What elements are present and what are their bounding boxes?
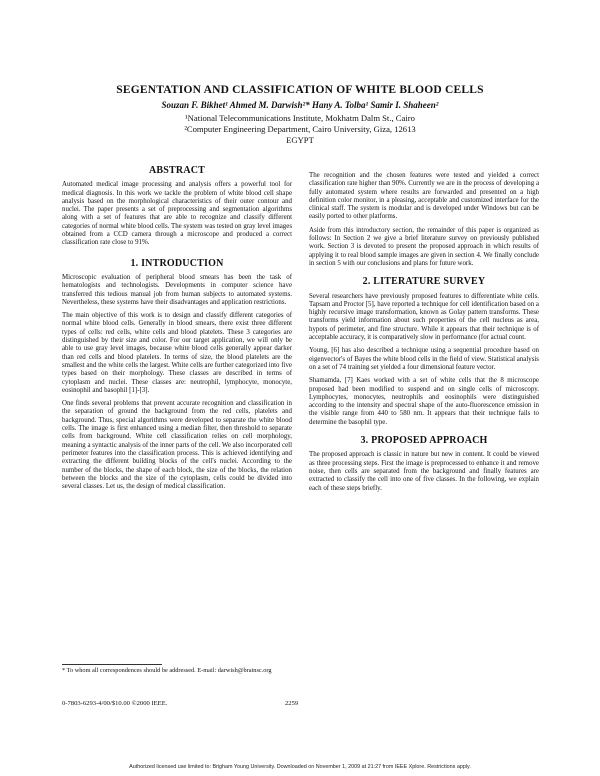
- affiliation-1: ¹National Telecommunications Institute, Mokhatm Dalm St., Cairo: [185, 113, 415, 123]
- license-banner: Authorized licensed use limited to: Brigham Young University. Downloaded on November 1, 2009 at 21:27 from IEEE Xplore. Restrictions apply.: [129, 764, 471, 770]
- survey-paragraph: Several researchers have previously proposed features to differentiate white cells. Tapsam and Proctor [5], have reported a technique for cell identification based on a highly recursive image transformation, known as Golay pattern transforms. These transforms yield information about such properties of the cell nucleus as area, hypots of perimeter, and fine structure. While it appears that their technique is of acceptable accuracy, it is comparatively slow in performance (for actual count.: [309, 292, 539, 342]
- survey-paragraph: Shamamda, [7] Kaes worked with a set of white cells that the 8 microscope proposed had been modified to suspend and on single cells of microscopy. Lymphocytes, monocytes, neutrophils and eosinophils were distinguished according to the intensity and spectral shape of the auto-fluorescence emission in the visible range from 440 to 580 nm. It appears that their technique fails to determine the basophil type.: [309, 377, 539, 426]
- intro-continued-paragraph: Aside from this introductory section, the remainder of this paper is organized as follows: In Section 2 we give a brief literature survey on previously published work. Section 3 is devoted to present the proposed approach in which results of applying it to real blood sample images are given in section 4. We finally conclude in section 5 with our conclusions and plans for future work.: [309, 226, 539, 267]
- copyright-line: 0-7803-6293-4/00/$10.00 ©2000 IEEE.: [62, 700, 168, 707]
- footnote: * To whom all correspondences should be addressed. E-mail: darwish@brainsc.org: [62, 667, 272, 674]
- literature-survey-heading: 2. LITERATURE SURVEY: [362, 276, 486, 288]
- intro-paragraph: One finds several problems that prevent accurate recognition and classification in the separation of ground the background from the red cells, platelets and background. Thus, special algorithms were developed to separate the white blood cells. The image is first enhanced using a median filter, then threshold to separate cells from background. White cell classification relies on cell morphology, meaning a syntactic analysis of the inner parts of the cell. We also incorporated cell perimeter features into the classification process. This is achieved identifying and extracting the different building blocks of the cell's nuclei. According to the number of the blocks, the shape of each block, the size of the blocks, the relation between the blocks and the size of the cytoplasm, cells could be divided into several classes. Let us, the design of medical classification.: [62, 400, 292, 491]
- affiliation-2: ²Computer Engineering Department, Cairo University, Giza, 12613: [184, 124, 416, 134]
- author-list: Souzan F. Bikhet¹ Ahmed M. Darwish²* Hany A. Tolba¹ Samir I. Shaheen²: [161, 100, 439, 110]
- paper-title: SEGENTATION AND CLASSIFICATION OF WHITE BLOOD CELLS: [116, 84, 484, 96]
- page-number: 2259: [285, 700, 299, 707]
- left-column: [62, 167, 292, 496]
- survey-paragraph: Young, [6] has also described a technique using a sequential procedure based on eigenvector's of Bayes the white blood cells in the field of view. Statistical analysis on a set of 74 training set yielded a four dimensional feature vector.: [309, 347, 539, 371]
- right-column: [309, 172, 539, 498]
- abstract-heading: ABSTRACT: [148, 165, 206, 176]
- intro-paragraph: The main objective of this work is to design and classify different categories of normal white blood cells. Generally in blood smears, there exist three different types of cells: red cells, white cells and blood platelets. These 3 categories are distinguished by their size and color. For our target application, we will only be able to use gray level images, because white blood cells generally appear darker than red cells and blood platelets. In terms of size, the blood platelets are the smallest and the white cells the largest. White cells are further categorized into five types based on their morphology. These classes are described in terms of cytoplasm and nuclei. These classes are: neutrophil, lymphocyte, monocyte, eosinophil and basophil [1]-[3].: [62, 312, 292, 394]
- introduction-heading: 1. INTRODUCTION: [130, 257, 224, 269]
- approach-paragraph: The proposed approach is classic in nature but new in content. It could be viewed as three processing steps. First the image is preprocessed to enhance it and remove noise, then cells are separated from the background and finally features are extracted to classify the cell into one of five classes. In the following, we explain each of these steps briefly.: [309, 451, 539, 492]
- footnote-rule: [62, 664, 162, 665]
- abstract-text: Automated medical image processing and analysis offers a powerful tool for medical diagnosis. In this work we tackle the problem of white blood cell shape analysis based on the morphological characteristics of their outer contour and nuclei. The paper presents a set of preprocessing and segmentation algorithms along with a set of features that are able to recognize and classify different categories of normal white blood cells. The system was tested on gray level images obtained from a CCD camera through a microscope and produced a correct classification rate close to 91%.: [62, 181, 292, 247]
- proposed-approach-heading: 3. PROPOSED APPROACH: [360, 435, 488, 447]
- intro-paragraph: Microscopic evaluation of peripheral blood smears has been the task of hematologists and technologists. Developments in computer science have transferred this tedious manual job from human subjects to automated systems. Nevertheless, these systems have their disadvantages and application restrictions.: [62, 273, 292, 306]
- intro-continued-paragraph: The recognition and the chosen features were tested and yielded a correct classification rate higher than 90%. Currently we are in the process of developing a fully automated system where results are forwarded and presented on a high definition color monitor, in a pleasing, acceptable and customized interface for the clinical staff. The system is modular and is developed under Windows but can be easily ported to other platforms.: [309, 172, 539, 221]
- affiliation-3: EGYPT: [286, 135, 314, 145]
